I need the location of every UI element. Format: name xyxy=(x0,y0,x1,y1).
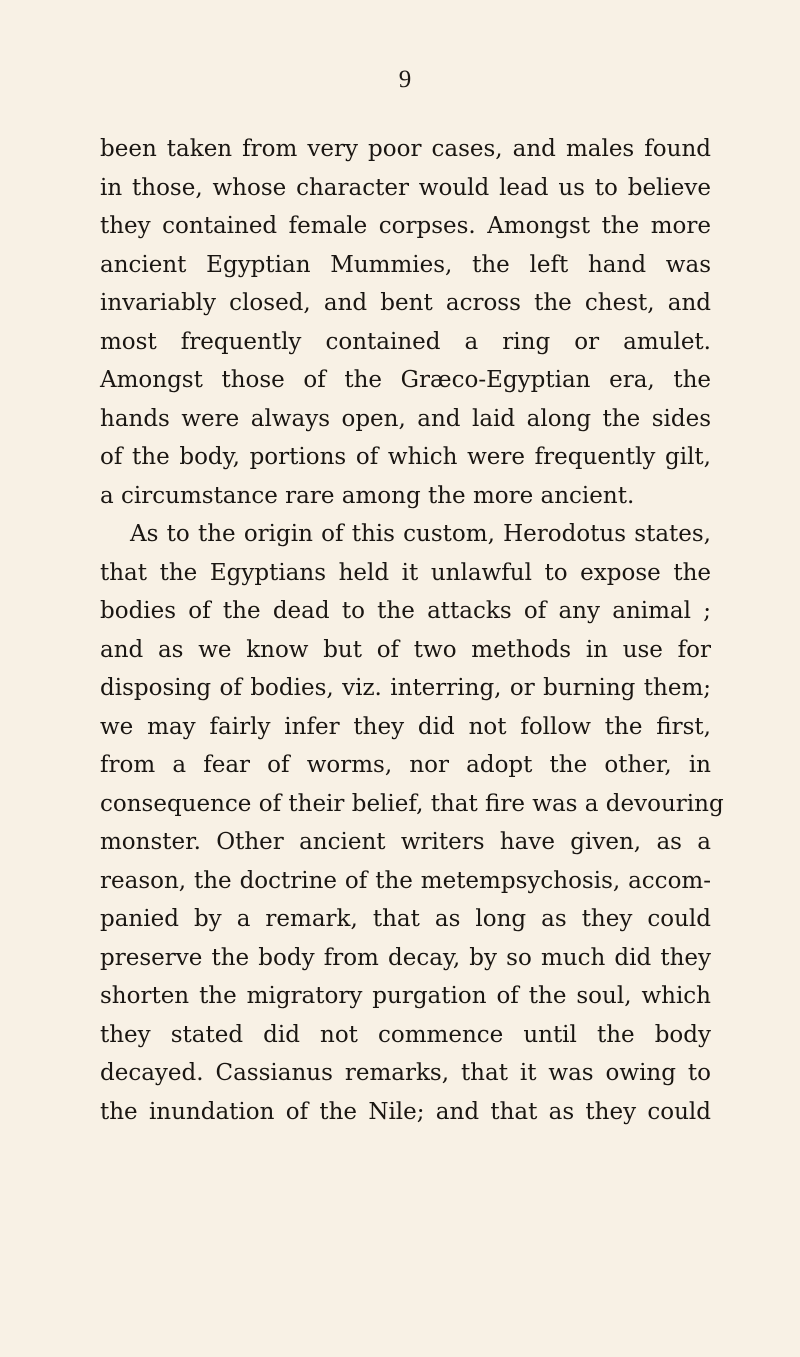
text-line: we may fairly infer they did not follow the first, xyxy=(100,713,711,740)
text-line: disposing of bodies, viz. interring, or burning them; xyxy=(100,675,711,701)
text-line: Amongst those of the Græco-Egyptian era, the xyxy=(100,367,711,393)
text-line: monster. Other ancient writers have given, as a xyxy=(100,829,711,855)
text-line: ancient Egyptian Mummies, the left hand was xyxy=(100,251,711,278)
text-line: they contained female corpses. Amongst the more xyxy=(100,213,711,239)
text-line: bodies of the dead to the attacks of any animal ; xyxy=(100,598,711,624)
text-line: and as we know but of two methods in use for xyxy=(100,636,711,663)
text-line: of the body, portions of which were frequently gilt, xyxy=(100,444,711,470)
body-text xyxy=(100,130,724,1131)
text-line: in those, whose character would lead us to believe xyxy=(100,174,711,201)
text-line: As to the origin of this custom, Herodotus states, xyxy=(130,521,711,547)
page-number: 9 xyxy=(398,66,412,93)
text-line: been taken from very poor cases, and males found xyxy=(100,136,711,162)
text-line: the inundation of the Nile; and that as they could xyxy=(100,1098,711,1125)
text-line: they stated did not commence until the body xyxy=(100,1021,711,1048)
text-line: consequence of their belief, that fire was a devouring xyxy=(100,790,724,817)
text-line: that the Egyptians held it unlawful to expose the xyxy=(100,559,711,586)
text-line: a circumstance rare among the more ancient. xyxy=(100,482,635,509)
text-line: reason, the doctrine of the metempsychosis, accom- xyxy=(100,867,711,894)
text-line: most frequently contained a ring or amulet. xyxy=(100,328,711,355)
text-line: panied by a remark, that as long as they could xyxy=(100,906,711,932)
text-line: preserve the body from decay, by so much did they xyxy=(100,944,711,971)
text-line: decayed. Cassianus remarks, that it was owing to xyxy=(100,1060,711,1086)
text-line: from a fear of worms, nor adopt the other, in xyxy=(100,752,711,778)
text-line: shorten the migratory purgation of the soul, which xyxy=(100,983,711,1009)
text-line: invariably closed, and bent across the chest, and xyxy=(100,290,711,316)
text-line: hands were always open, and laid along the sides xyxy=(100,405,711,432)
